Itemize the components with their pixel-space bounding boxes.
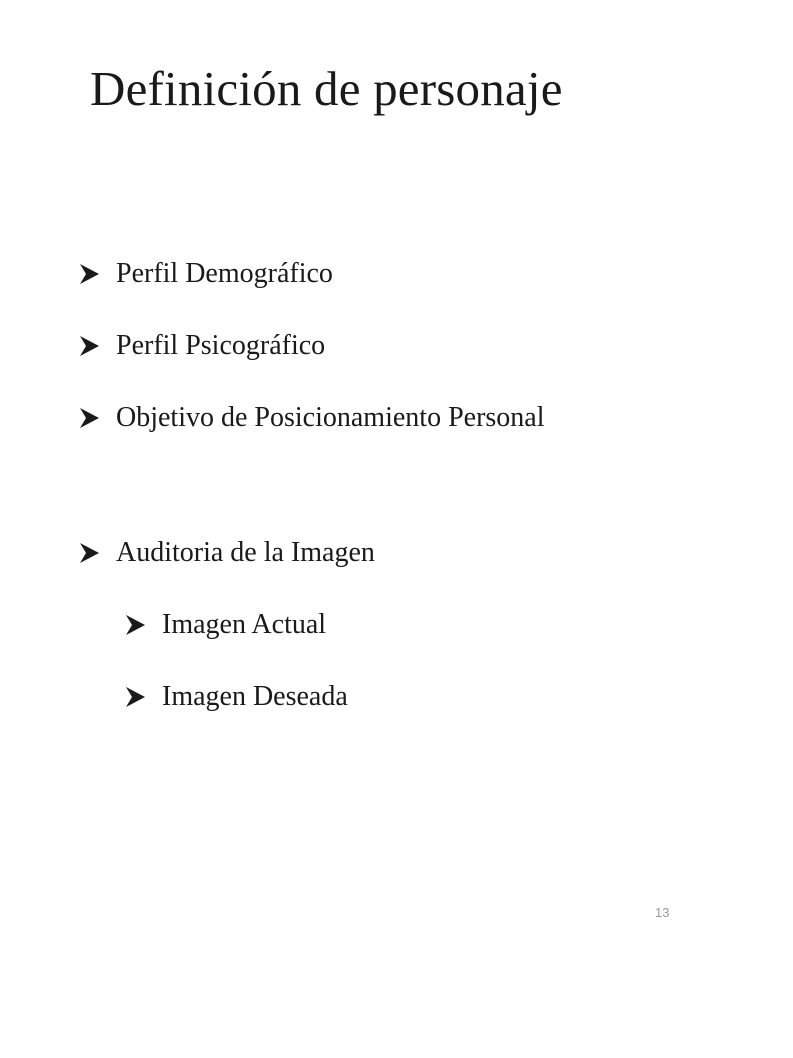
bullet-text: Imagen Deseada [162, 681, 348, 712]
arrow-bullet-icon [78, 401, 102, 435]
arrow-bullet-icon [124, 608, 148, 642]
bullet-item-auditoria-imagen [78, 536, 375, 570]
arrow-bullet-icon [78, 257, 102, 291]
bullet-item-imagen-actual [124, 608, 326, 642]
bullet-item-perfil-psicografico [78, 329, 325, 363]
bullet-item-imagen-deseada [124, 680, 348, 714]
bullet-item-perfil-demografico [78, 257, 333, 291]
bullet-text: Auditoria de la Imagen [116, 537, 375, 568]
bullet-text: Perfil Psicográfico [116, 330, 326, 361]
page-number: 13 [655, 905, 670, 920]
bullet-text: Imagen Actual [162, 609, 327, 640]
bullet-text: Objetivo de Posicionamiento Personal [116, 402, 545, 433]
arrow-bullet-icon [124, 680, 148, 714]
page-title: Definición de personaje [90, 61, 563, 116]
arrow-bullet-icon [78, 536, 102, 570]
arrow-bullet-icon [78, 329, 102, 363]
bullet-item-objetivo-posicionamiento [78, 401, 576, 449]
bullet-text: Perfil Demográfico [116, 258, 333, 289]
